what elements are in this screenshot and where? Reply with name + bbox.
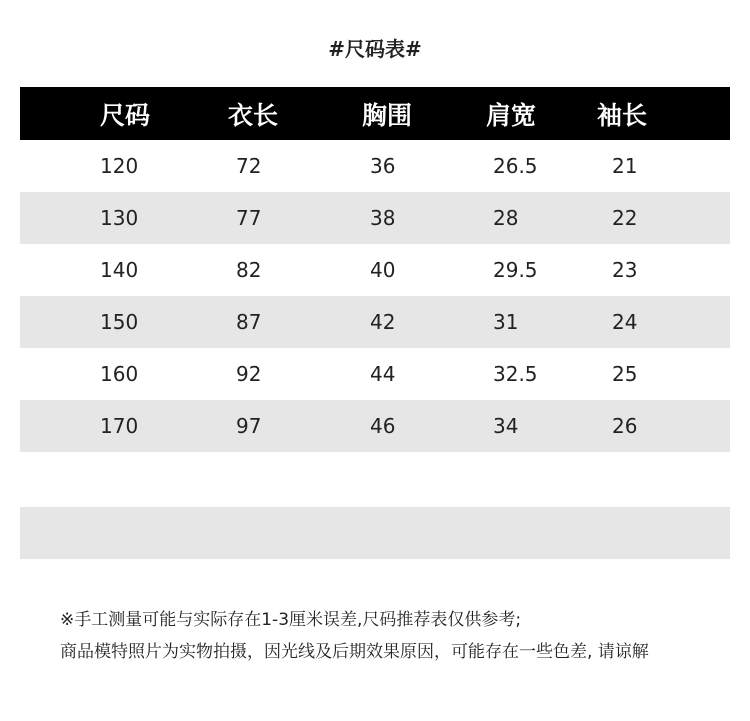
cell-size: 120 <box>100 154 139 178</box>
table-row <box>20 140 730 192</box>
cell-chest: 46 <box>370 414 396 438</box>
table-header-row <box>20 87 730 140</box>
empty-table-row <box>20 454 730 506</box>
page-title: #尺码表# <box>328 37 422 61</box>
cell-length: 77 <box>236 206 262 230</box>
table-row <box>20 400 730 452</box>
cell-length: 87 <box>236 310 262 334</box>
cell-size: 140 <box>100 258 139 282</box>
cell-size: 160 <box>100 362 139 386</box>
note-color-difference: 商品模特照片为实物拍摄，因光线及后期效果原因，可能存在一些色差, 请谅解 <box>60 642 649 662</box>
header-sleeve: 袖长 <box>597 100 648 130</box>
header-size: 尺码 <box>100 100 151 130</box>
cell-sleeve: 21 <box>612 154 638 178</box>
cell-sleeve: 26 <box>612 414 638 438</box>
cell-chest: 42 <box>370 310 396 334</box>
note-measurement: ※手工测量可能与实际存在1-3厘米误差,尺码推荐表仅供参考; <box>60 610 522 630</box>
cell-shoulder: 34 <box>493 414 519 438</box>
cell-sleeve: 25 <box>612 362 638 386</box>
cell-size: 130 <box>100 206 139 230</box>
notes <box>60 604 740 668</box>
cell-chest: 40 <box>370 258 396 282</box>
cell-sleeve: 24 <box>612 310 638 334</box>
cell-length: 72 <box>236 154 262 178</box>
table-row <box>20 244 730 296</box>
cell-shoulder: 26.5 <box>493 154 538 178</box>
cell-chest: 36 <box>370 154 396 178</box>
header-shoulder: 肩宽 <box>486 100 537 130</box>
cell-shoulder: 31 <box>493 310 519 334</box>
cell-sleeve: 23 <box>612 258 638 282</box>
table-row <box>20 296 730 348</box>
cell-size: 150 <box>100 310 139 334</box>
cell-length: 92 <box>236 362 262 386</box>
empty-table-row-shaded <box>20 507 730 559</box>
cell-chest: 44 <box>370 362 396 386</box>
header-chest: 胸围 <box>362 100 413 130</box>
header-length: 衣长 <box>228 100 279 130</box>
size-table <box>20 87 730 452</box>
cell-length: 82 <box>236 258 262 282</box>
cell-size: 170 <box>100 414 139 438</box>
cell-shoulder: 28 <box>493 206 519 230</box>
table-row <box>20 192 730 244</box>
table-row <box>20 348 730 400</box>
cell-shoulder: 29.5 <box>493 258 538 282</box>
cell-shoulder: 32.5 <box>493 362 538 386</box>
cell-chest: 38 <box>370 206 396 230</box>
cell-length: 97 <box>236 414 262 438</box>
cell-sleeve: 22 <box>612 206 638 230</box>
